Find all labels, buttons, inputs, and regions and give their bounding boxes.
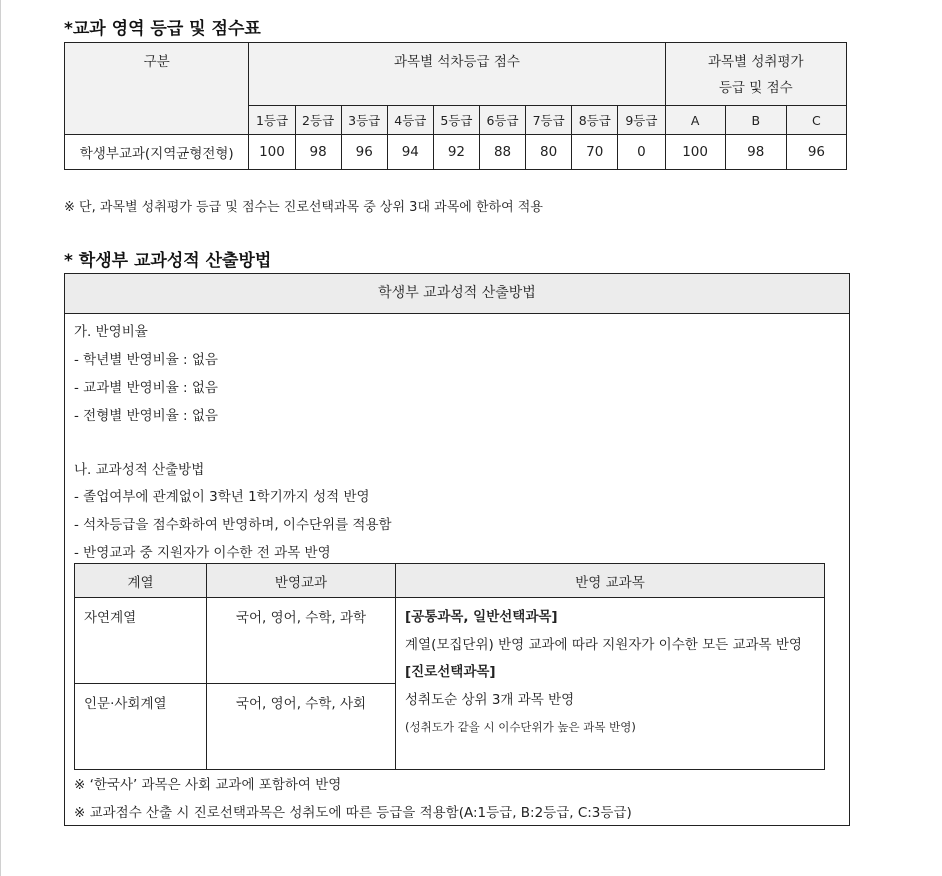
score-cell: 80 <box>526 135 572 170</box>
career-courses-text: 성취도순 상위 3개 과목 반영 <box>405 691 575 708</box>
applied-courses-cell <box>396 598 825 770</box>
track-natural: 자연계열 <box>75 598 207 684</box>
list-item: - 전형별 반영비율 : 없음 <box>74 408 218 424</box>
footnote-career-grade: ※ 교과점수 산출 시 진로선택과목은 성취도에 따른 등급을 적용함(A:1등급, B:2등급, C:3등급) <box>74 805 632 821</box>
career-courses-title: [진로선택과목] <box>405 664 496 680</box>
score-cell: 92 <box>433 135 479 170</box>
list-item: - 교과별 반영비율 : 없음 <box>74 380 218 396</box>
header-subjects: 반영교과 <box>207 564 396 598</box>
table-row <box>75 598 825 684</box>
score-cell: 100 <box>665 135 725 170</box>
subjects-humanities: 국어, 영어, 수학, 사회 <box>207 684 396 770</box>
list-item: - 석차등급을 점수화하여 반영하며, 이수단위를 적용함 <box>74 517 392 533</box>
row-label: 학생부교과(지역균형전형) <box>65 135 249 170</box>
list-item: - 졸업여부에 관계없이 3학년 1학기까지 성적 반영 <box>74 489 370 505</box>
footnote-korean-history: ※ ‘한국사’ 과목은 사회 교과에 포함하여 반영 <box>74 777 342 793</box>
score-cell: 96 <box>341 135 387 170</box>
grade-header: A <box>665 106 725 135</box>
grade-header: 8등급 <box>572 106 618 135</box>
grade-header: 4등급 <box>387 106 433 135</box>
grade-header: B <box>725 106 786 135</box>
score-cell: 70 <box>572 135 618 170</box>
grade-header: 9등급 <box>618 106 665 135</box>
section-ga-title: 가. 반영비율 <box>74 324 148 340</box>
score-table-heading: *교과 영역 등급 및 점수표 <box>64 19 261 39</box>
track-humanities: 인문·사회계열 <box>75 684 207 770</box>
achievement-note: ※ 단, 과목별 성취평가 등급 및 점수는 진로선택과목 중 상위 3대 과목에 한하여 적용 <box>64 200 543 215</box>
score-cell: 96 <box>786 135 846 170</box>
page-left-border <box>0 0 1 876</box>
header-track: 계열 <box>75 564 207 598</box>
career-courses-note: (성취도가 같을 시 이수단위가 높은 과목 반영) <box>405 720 636 734</box>
header-achievement-grade <box>665 43 846 106</box>
header-courses: 반영 교과목 <box>396 564 825 598</box>
grade-header: C <box>786 106 846 135</box>
subjects-natural: 국어, 영어, 수학, 과학 <box>207 598 396 684</box>
score-cell: 98 <box>725 135 786 170</box>
grade-header: 1등급 <box>249 106 295 135</box>
header-rank-grade-score: 과목별 석차등급 점수 <box>249 43 665 106</box>
header-achievement-line1: 과목별 성취평가 <box>707 54 804 70</box>
grade-header: 3등급 <box>341 106 387 135</box>
common-courses-text: 계열(모집단위) 반영 교과에 따라 지원자가 이수한 모든 교과목 반영 <box>405 636 802 653</box>
grade-header: 5등급 <box>433 106 479 135</box>
score-cell: 100 <box>249 135 295 170</box>
score-cell: 0 <box>618 135 665 170</box>
list-item: - 반영교과 중 지원자가 이수한 전 과목 반영 <box>74 545 331 561</box>
table-row <box>65 135 847 170</box>
score-cell: 88 <box>479 135 525 170</box>
method-heading: * 학생부 교과성적 산출방법 <box>64 251 272 271</box>
score-cell: 98 <box>295 135 341 170</box>
grade-header: 7등급 <box>526 106 572 135</box>
grade-score-table <box>64 42 847 170</box>
subject-table <box>74 563 825 770</box>
method-box <box>64 273 850 826</box>
grade-header: 6등급 <box>479 106 525 135</box>
section-na-title: 나. 교과성적 산출방법 <box>74 462 205 478</box>
list-item: - 학년별 반영비율 : 없음 <box>74 352 218 368</box>
score-cell: 94 <box>387 135 433 170</box>
common-courses-title: [공통과목, 일반선택과목] <box>405 609 558 625</box>
grade-header: 2등급 <box>295 106 341 135</box>
method-box-title: 학생부 교과성적 산출방법 <box>65 274 849 314</box>
header-achievement-line2: 등급 및 점수 <box>718 80 793 96</box>
header-category: 구분 <box>65 43 249 135</box>
